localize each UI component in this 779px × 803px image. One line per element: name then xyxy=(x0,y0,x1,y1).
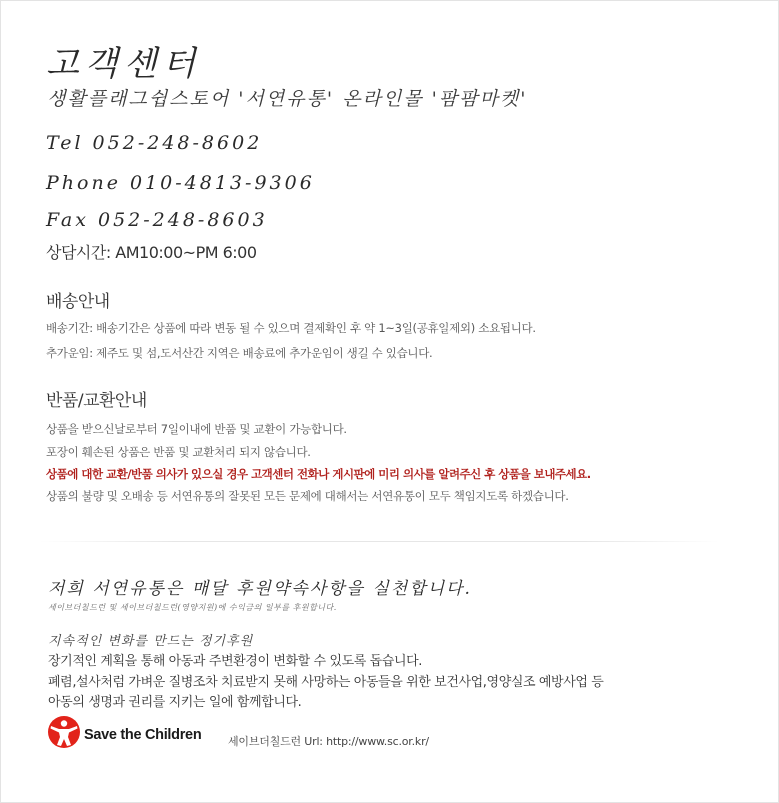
shipping-title: 배송안내 xyxy=(46,292,110,312)
donation-text: 아동의 생명과 권리를 지키는 일에 함께합니다. xyxy=(48,695,302,710)
save-the-children-name: Save the Children xyxy=(84,727,202,743)
returns-text: 상품의 불량 및 오배송 등 서연유통의 잘못된 모든 문제에 대해서는 서연유통이 모두 책임지도록 하겠습니다. xyxy=(46,489,569,503)
shipping-period-text: 배송기간: 배송기간은 상품에 따라 변동 될 수 있으며 결제확인 후 약 1~3일(공휴일제외) 소요됩니다. xyxy=(46,321,536,335)
donation-text: 폐렴,설사처럼 가벼운 질병조차 치료받지 못해 사망하는 아동들을 위한 보건사업,영양실조 예방사업 등 xyxy=(48,675,604,690)
save-the-children-url[interactable]: 세이브더칠드런 Url: http://www.sc.or.kr/ xyxy=(228,735,429,748)
regular-donation-title: 지속적인 변화를 만드는 정기후원 xyxy=(48,634,254,649)
customer-center-subtitle: 생활플래그쉽스토어 '서연유통' 온라인몰 '팜팜마켓' xyxy=(47,88,528,110)
customer-center-title: 고객센터 xyxy=(46,44,202,84)
consult-hours: 상담시간: AM10:00~PM 6:00 xyxy=(46,243,257,262)
section-divider xyxy=(40,541,720,542)
save-the-children-logo-icon xyxy=(47,715,81,749)
tel-number: Tel 052-248-8602 xyxy=(46,132,263,154)
returns-text: 상품을 받으신날로부터 7일이내에 반품 및 교환이 가능합니다. xyxy=(46,422,347,436)
donation-pledge-title: 저희 서연유통은 매달 후원약속사항을 실천합니다. xyxy=(48,579,472,599)
returns-notice-highlight: 상품에 대한 교환/반품 의사가 있으실 경우 고객센터 전화나 게시판에 미리 의사를 알려주신 후 상품을 보내주세요. xyxy=(46,467,591,481)
returns-title: 반품/교환안내 xyxy=(46,391,147,411)
returns-text: 포장이 훼손된 상품은 반품 및 교환처리 되지 않습니다. xyxy=(46,445,311,459)
fax-number: Fax 052-248-8603 xyxy=(46,209,268,231)
phone-number: Phone 010-4813-9306 xyxy=(46,172,315,194)
donation-text: 장기적인 계획을 통해 아동과 주변환경이 변화할 수 있도록 돕습니다. xyxy=(48,654,423,669)
extra-fee-text: 추가운임: 제주도 및 섬,도서산간 지역은 배송료에 추가운임이 생길 수 있습니다. xyxy=(46,346,433,360)
donation-pledge-subtitle: 세이브더칠드런 및 세이브더칠드런(영양지원)에 수익금의 일부를 후원합니다. xyxy=(48,603,337,612)
